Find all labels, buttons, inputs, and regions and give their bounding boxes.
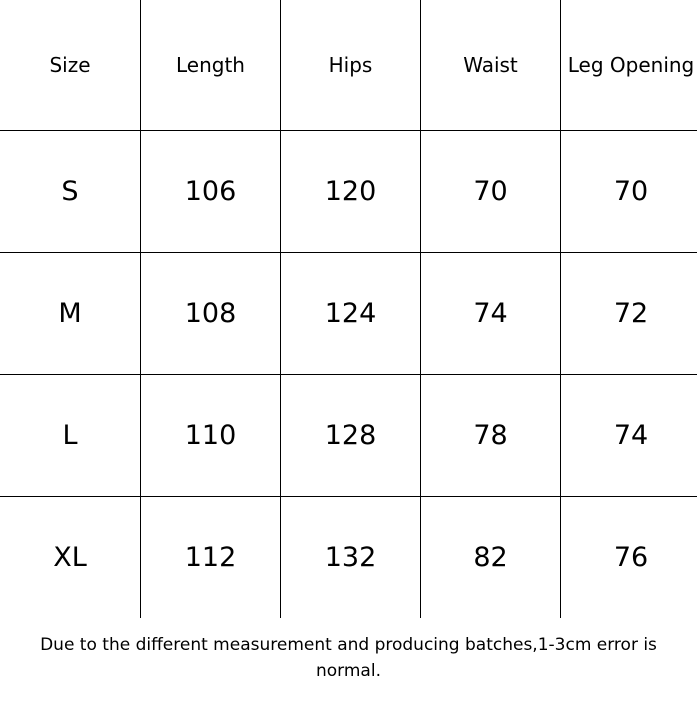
table-row [0,253,697,375]
cell-size: XL [0,497,141,619]
cell-size: L [0,375,141,497]
table-row [0,375,697,497]
table-header-row [0,0,697,131]
cell-size: M [0,253,141,375]
cell-length: 110 [141,375,281,497]
column-header-size: Size [0,0,141,131]
cell-waist: 70 [421,131,561,253]
cell-length: 106 [141,131,281,253]
cell-leg-opening: 76 [561,497,697,619]
cell-length: 112 [141,497,281,619]
column-header-hips: Hips [281,0,421,131]
cell-leg-opening: 74 [561,375,697,497]
column-header-leg-opening: Leg Opening [561,0,697,131]
cell-size: S [0,131,141,253]
measurement-disclaimer: Due to the different measurement and producing batches,1-3cm error is normal. [40,635,657,682]
cell-leg-opening: 70 [561,131,697,253]
cell-length: 108 [141,253,281,375]
cell-waist: 78 [421,375,561,497]
column-header-waist: Waist [421,0,561,131]
cell-hips: 120 [281,131,421,253]
table-row [0,497,697,619]
cell-hips: 124 [281,253,421,375]
cell-hips: 132 [281,497,421,619]
cell-waist: 82 [421,497,561,619]
cell-leg-opening: 72 [561,253,697,375]
column-header-length: Length [141,0,281,131]
cell-waist: 74 [421,253,561,375]
cell-hips: 128 [281,375,421,497]
table-row [0,131,697,253]
